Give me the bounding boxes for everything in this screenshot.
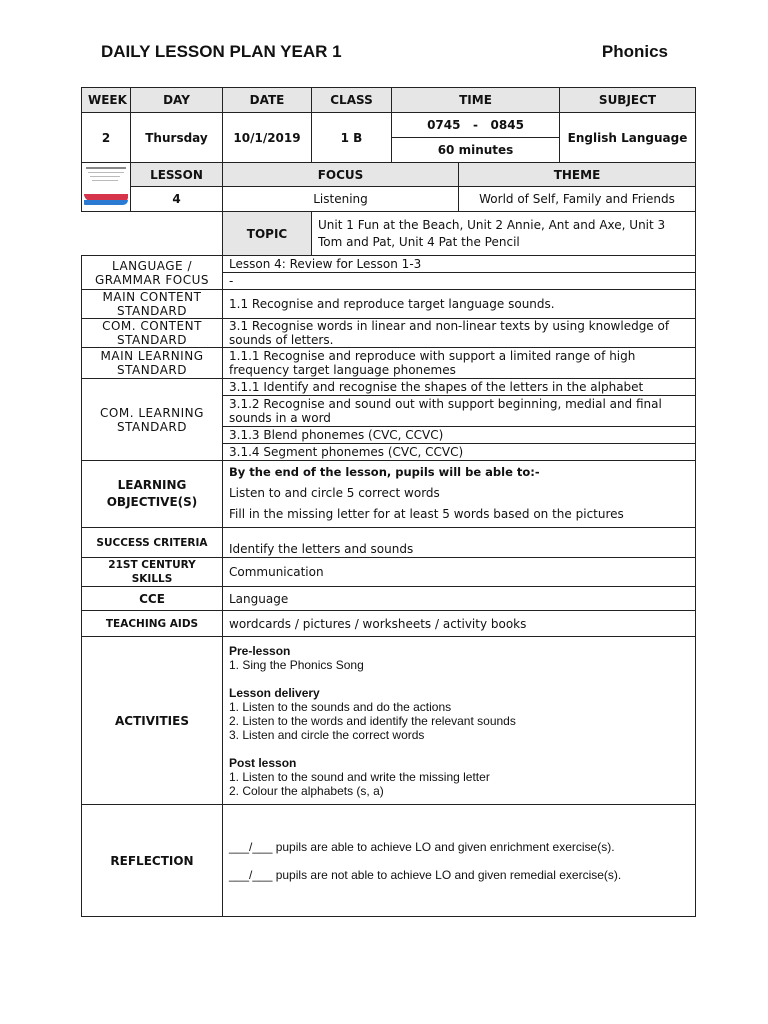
objectives-intro: By the end of the lesson, pupils will be able to:-: [229, 465, 540, 479]
language-focus-label: LANGUAGE / GRAMMAR FOCUS: [82, 256, 223, 290]
focus-value: Listening: [223, 187, 459, 212]
topic-table: [222, 211, 696, 256]
activity-item: 2. Colour the alphabets (s, a): [229, 783, 384, 798]
com-content-label: COM. CONTENT STANDARD: [82, 319, 223, 348]
skills-value: Communication: [223, 558, 696, 587]
focus-header: FOCUS: [223, 163, 459, 187]
subject-heading: Phonics: [601, 42, 668, 61]
cce-value: Language: [223, 587, 696, 611]
class-value: 1 B: [312, 113, 392, 163]
language-focus-value: Lesson 4: Review for Lesson 1-3: [223, 256, 696, 273]
com-learning-label: COM. LEARNING STANDARD: [82, 379, 223, 461]
reflection-cell: [223, 805, 696, 917]
activity-item: 1. Listen to the sounds and do the actions: [229, 699, 452, 714]
activity-item: 1. Listen to the sound and write the missing letter: [229, 769, 490, 784]
date-header: DATE: [223, 88, 312, 113]
week-header: WEEK: [82, 88, 131, 113]
success-value: Identify the letters and sounds: [223, 528, 696, 558]
com-learning-item: 3.1.3 Blend phonemes (CVC, CCVC): [223, 427, 696, 444]
topic-value: Unit 1 Fun at the Beach, Unit 2 Annie, Ant and Axe, Unit 3 Tom and Pat, Unit 4 Pat the Pencil: [312, 212, 696, 256]
book-cover-icon: [84, 164, 128, 210]
class-header: CLASS: [312, 88, 392, 113]
main-learning-label: MAIN LEARNING STANDARD: [82, 348, 223, 379]
com-content-value: 3.1 Recognise words in linear and non-linear texts by using knowledge of sounds of letters.: [223, 319, 696, 348]
day-header: DAY: [131, 88, 223, 113]
post-lesson-heading: Post lesson: [229, 755, 297, 770]
reflection-line: ___/___ pupils are not able to achieve LO and given remedial exercise(s).: [229, 867, 622, 882]
success-label: SUCCESS CRITERIA: [82, 528, 223, 558]
activities-label: ACTIVITIES: [82, 637, 223, 805]
language-focus-value-2: -: [223, 273, 696, 290]
theme-value: World of Self, Family and Friends: [459, 187, 696, 212]
date-value: 10/1/2019: [223, 113, 312, 163]
pre-lesson-heading: Pre-lesson: [229, 643, 291, 658]
lesson-number: 4: [131, 187, 223, 212]
com-learning-item: 3.1.1 Identify and recognise the shapes of the letters in the alphabet: [223, 379, 696, 396]
topic-label: TOPIC: [223, 212, 312, 256]
lesson-header: LESSON: [131, 163, 223, 187]
activity-item: 2. Listen to the words and identify the relevant sounds: [229, 713, 516, 728]
time-header: TIME: [392, 88, 560, 113]
theme-header: THEME: [459, 163, 696, 187]
objective-item: Fill in the missing letter for at least 5 words based on the pictures: [229, 507, 624, 521]
reflection-label: REFLECTION: [82, 805, 223, 917]
ministry-logo: [82, 163, 131, 212]
duration-value: 60 minutes: [392, 138, 560, 163]
objectives-label: LEARNING OBJECTIVE(S): [82, 461, 223, 528]
main-content-label: MAIN CONTENT STANDARD: [82, 290, 223, 319]
aids-value: wordcards / pictures / worksheets / activity books: [223, 611, 696, 637]
com-learning-item: 3.1.2 Recognise and sound out with support beginning, medial and final sounds in a word: [223, 396, 696, 427]
objective-item: Listen to and circle 5 correct words: [229, 486, 440, 500]
day-value: Thursday: [131, 113, 223, 163]
time-range: 0745 - 0845: [392, 113, 560, 138]
reflection-line: ___/___ pupils are able to achieve LO and given enrichment exercise(s).: [229, 839, 615, 854]
delivery-heading: Lesson delivery: [229, 685, 320, 700]
activity-item: 3. Listen and circle the correct words: [229, 727, 425, 742]
week-value: 2: [82, 113, 131, 163]
cce-label: CCE: [82, 587, 223, 611]
com-learning-item: 3.1.4 Segment phonemes (CVC, CCVC): [223, 444, 696, 461]
lesson-focus-table: [81, 162, 696, 212]
subject-value: English Language: [560, 113, 696, 163]
activity-item: 1. Sing the Phonics Song: [229, 657, 364, 672]
main-content-value: 1.1 Recognise and reproduce target language sounds.: [223, 290, 696, 319]
lesson-info-table: [81, 87, 696, 163]
standards-table: [81, 255, 696, 917]
page-title: DAILY LESSON PLAN YEAR 1: [101, 42, 342, 61]
activities-cell: [223, 637, 696, 805]
main-learning-value: 1.1.1 Recognise and reproduce with support a limited range of high frequency target language phonemes: [223, 348, 696, 379]
skills-label: 21ST CENTURY SKILLS: [82, 558, 223, 587]
subject-header: SUBJECT: [560, 88, 696, 113]
objectives-cell: [223, 461, 696, 528]
aids-label: TEACHING AIDS: [82, 611, 223, 637]
